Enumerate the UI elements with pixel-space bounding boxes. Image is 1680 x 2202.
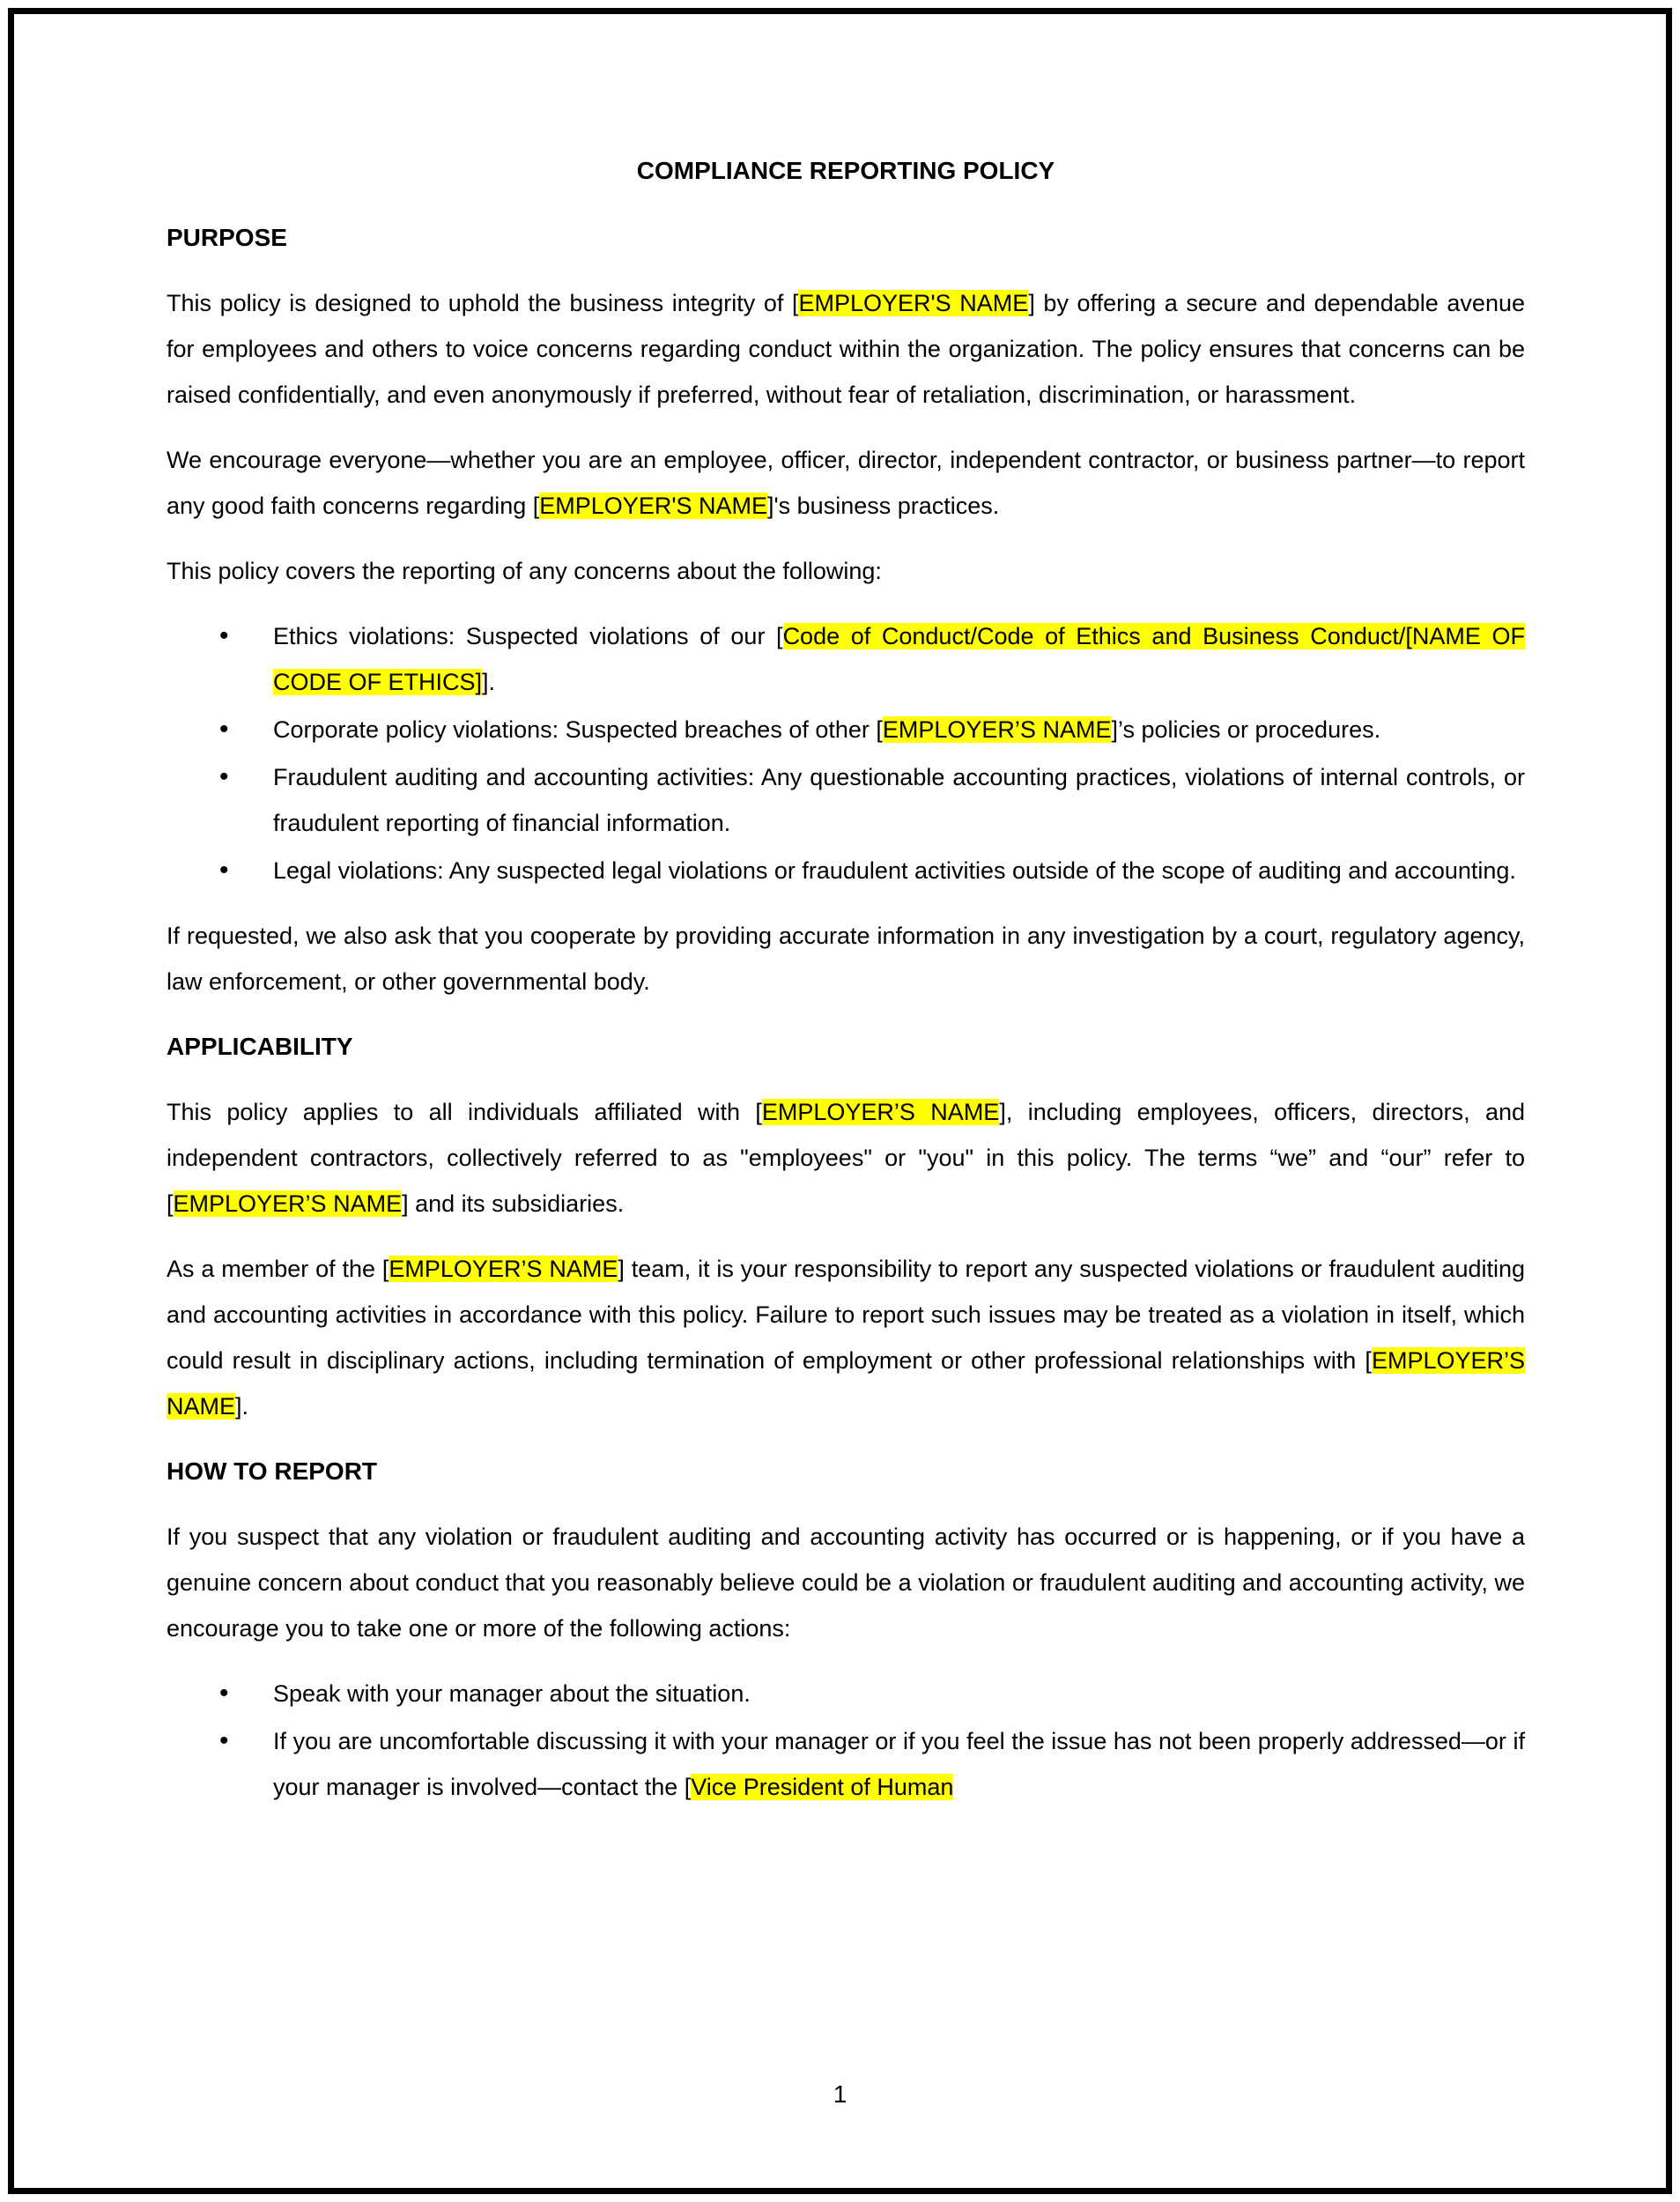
placeholder-highlight: Vice President of Human (691, 1774, 954, 1800)
section-heading: HOW TO REPORT (167, 1457, 378, 1485)
text-run: ]'s business practices. (767, 493, 1000, 519)
text-run: ], including employees, officers, directors, and independent contractors, collectively referred to as "employees" or "you" in this policy. The terms “we” and “our” refer to [ (167, 1099, 1526, 1217)
text-run: ]’s policies or procedures. (1111, 716, 1381, 743)
text-run: If you suspect that any violation or fraudulent auditing and accounting activity has occurred or is happening, or if you have a genuine concern about conduct that you reasonably believe could be a violation or fraudulent auditing and accounting activity, we encourage you to take one or more of the following actions: (167, 1524, 1525, 1642)
document-body (167, 215, 1525, 1810)
paragraph (167, 1246, 1525, 1429)
placeholder-highlight: EMPLOYER’S NAME (761, 1099, 1000, 1125)
text-run: As a member of the [ (167, 1256, 389, 1282)
section-heading: APPLICABILITY (167, 1033, 353, 1060)
text-run: Ethics violations: Suspected violations of our [ (273, 623, 783, 649)
text-run: ]. (235, 1393, 249, 1420)
paragraph (167, 548, 1525, 594)
bullet-list (167, 613, 1525, 893)
text-run: We encourage everyone—whether you are an employee, officer, director, independent contractor, or business partner—to report any good faith concerns regarding [ (167, 447, 1525, 519)
text-run: ] team, it is your responsibility to report any suspected violations or fraudulent auditing and accounting activities in accordance with this policy. Failure to report such issues may be treated as a violation in itself, which could result in disciplinary actions, including termination of employment or other professional relationships with [ (167, 1256, 1526, 1374)
placeholder-highlight: EMPLOYER’S NAME (389, 1256, 618, 1282)
bullet-item (167, 1671, 1525, 1716)
text-run: This policy applies to all individuals affiliated with [ (167, 1099, 762, 1125)
text-run: ]. (482, 669, 496, 695)
page-number: 1 (833, 2080, 847, 2108)
placeholder-highlight: EMPLOYER'S NAME (539, 493, 767, 519)
text-run: Legal violations: Any suspected legal violations or fraudulent activities outside of the scope of auditing and accounting. (273, 857, 1516, 884)
placeholder-highlight: Code of Conduct/Code of Ethics and Business Conduct/[NAME OF CODE OF ETHICS] (273, 623, 1525, 695)
text-run: Speak with your manager about the situation. (273, 1680, 751, 1707)
text-run: This policy is designed to uphold the business integrity of [ (167, 290, 799, 316)
document-content (167, 148, 1525, 1829)
paragraph (167, 1514, 1525, 1651)
bullet-item (167, 707, 1525, 753)
bullet-item (167, 1718, 1525, 1810)
placeholder-highlight: EMPLOYER’S NAME (882, 716, 1112, 743)
text-run: Corporate policy violations: Suspected breaches of other [ (273, 716, 883, 743)
placeholder-highlight: EMPLOYER'S NAME (798, 290, 1029, 316)
paragraph (167, 437, 1525, 529)
paragraph (167, 280, 1525, 418)
bullet-item (167, 754, 1525, 846)
paragraph (167, 913, 1525, 1005)
bullet-list (167, 1671, 1525, 1810)
section-heading: PURPOSE (167, 224, 287, 251)
text-run: Fraudulent auditing and accounting activities: Any questionable accounting practices, violations of internal controls, or fraudulent reporting of financial information. (273, 764, 1525, 836)
document-title: COMPLIANCE REPORTING POLICY (636, 157, 1055, 184)
placeholder-highlight: EMPLOYER’S NAME (173, 1190, 403, 1217)
text-run: If you are uncomfortable discussing it with your manager or if you feel the issue has not been properly addressed—or if your manager is involved—contact the [ (273, 1728, 1525, 1800)
placeholder-highlight: EMPLOYER’S NAME (167, 1347, 1525, 1420)
text-run: ] by offering a secure and dependable avenue for employees and others to voice concerns regarding conduct within the organization. The policy ensures that concerns can be raised confidentially, and even anonymously if preferred, without fear of retaliation, discrimination, or harassment. (167, 290, 1525, 408)
text-run: If requested, we also ask that you cooperate by providing accurate information in any investigation by a court, regulatory agency, law enforcement, or other governmental body. (167, 923, 1525, 995)
paragraph (167, 1089, 1525, 1227)
text-run: This policy covers the reporting of any concerns about the following: (167, 558, 882, 584)
bullet-item (167, 613, 1525, 705)
text-run: ] and its subsidiaries. (402, 1190, 625, 1217)
bullet-item (167, 848, 1525, 893)
